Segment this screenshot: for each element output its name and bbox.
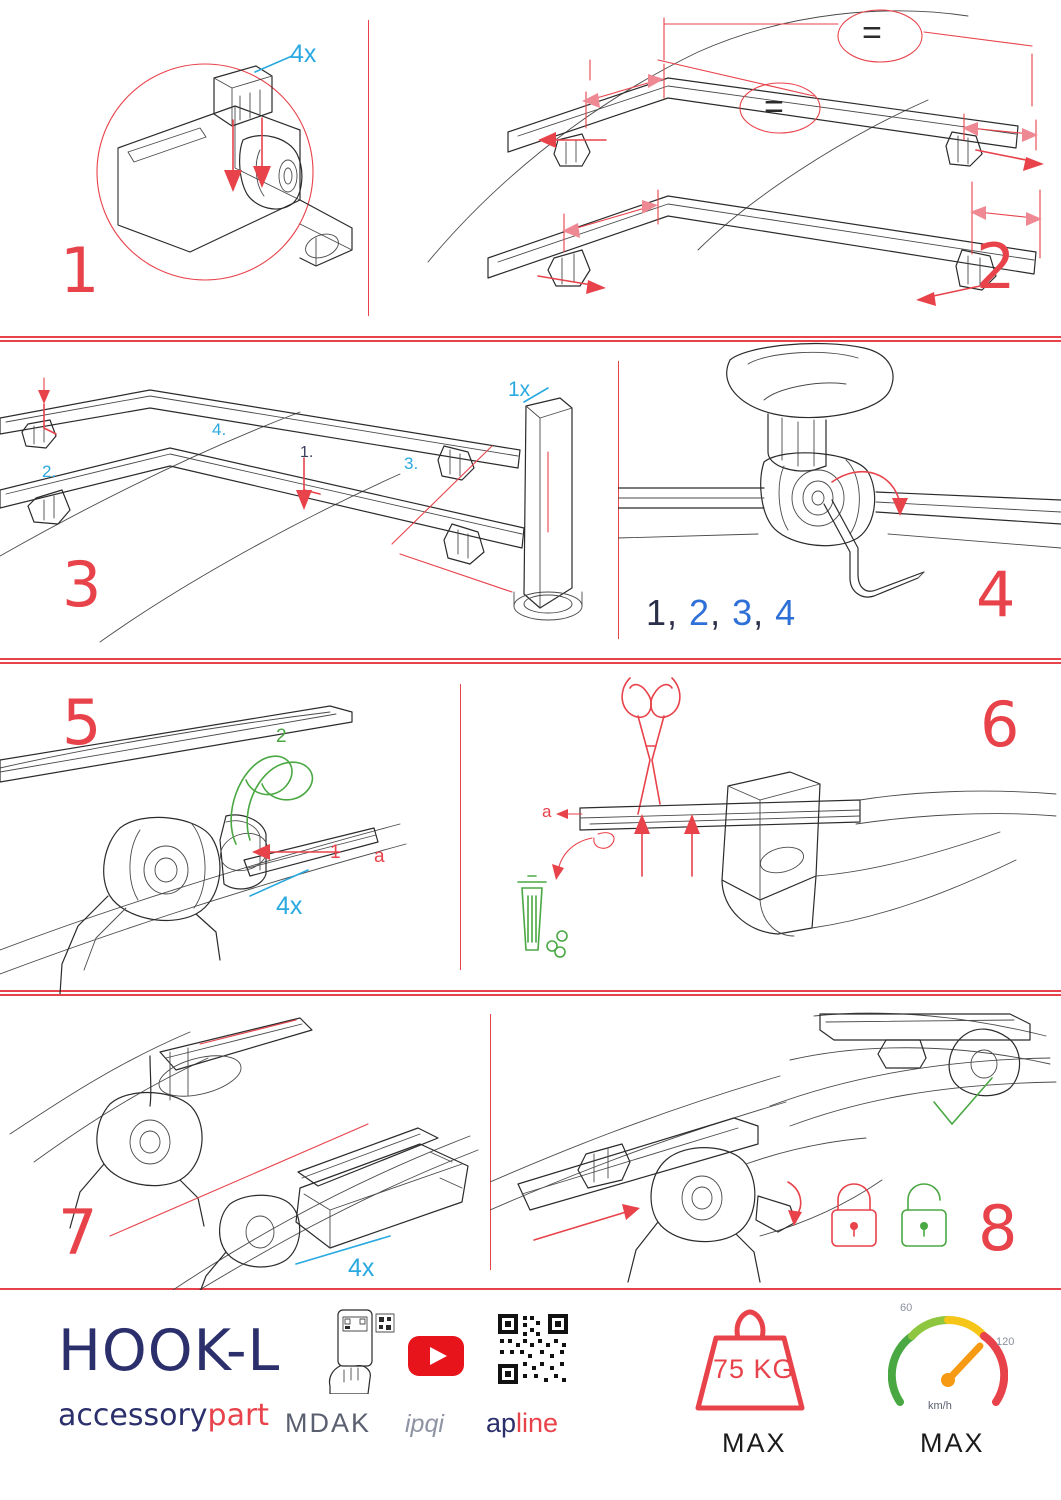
logo-apline	[486, 1408, 558, 1439]
step-4-number: 4	[976, 558, 1017, 631]
step-5-panel	[0, 664, 460, 990]
step-2-equal-sign-top: =	[862, 14, 882, 52]
step-7-panel	[0, 996, 490, 1288]
step-8-panel	[490, 996, 1061, 1288]
phone-qr-scan-icon	[324, 1308, 396, 1394]
brand-suffix: part	[207, 1398, 270, 1433]
step-1-quantity-label: 4x	[290, 40, 317, 68]
step-2-number: 2	[976, 230, 1017, 303]
step-2-equal-sign-bottom: =	[764, 88, 784, 126]
speedometer-unit: km/h	[928, 1400, 952, 1412]
product-title: HOOK-L	[58, 1318, 281, 1384]
step-5-quantity-label: 4x	[276, 892, 303, 920]
seq-3: 3	[732, 592, 754, 633]
step-3-order-label-4: 4.	[212, 420, 227, 439]
brand-prefix: accessory	[58, 1398, 208, 1433]
step-7-number: 7	[58, 1196, 99, 1269]
step-3-order-label-1: 1.	[300, 444, 314, 461]
step-4-panel	[618, 342, 1061, 658]
step-3-order-label-2: 2.	[42, 462, 57, 481]
step-6-part-marker-a: a	[542, 802, 552, 821]
step-5-number: 5	[62, 686, 103, 759]
youtube-icon[interactable]	[408, 1336, 464, 1376]
logo-mdak-text: MDAK	[285, 1408, 372, 1438]
speedometer-tick-60: 60	[900, 1302, 913, 1314]
logo-apline-line: line	[516, 1408, 559, 1438]
step-8-number: 8	[978, 1192, 1019, 1265]
step-row-1	[0, 0, 1061, 338]
weight-limit-value: 75 KG	[713, 1354, 795, 1384]
weight-limit-caption: MAX	[722, 1428, 787, 1458]
step-5-part-marker-a: a	[374, 846, 385, 867]
logo-mdak	[285, 1408, 371, 1439]
logo-apline-ap: ap	[486, 1408, 517, 1438]
step-4-tighten-sequence: 1, 2, 3, 4	[646, 592, 797, 633]
seq-4: 4	[775, 592, 797, 633]
brand-logo	[58, 1398, 269, 1433]
seq-2: 2	[689, 592, 711, 633]
step-3-order-label-1x: 1x	[508, 378, 531, 401]
footer	[0, 1290, 1061, 1500]
speedometer-tick-120: 120	[996, 1336, 1015, 1348]
step-row-3	[0, 662, 1061, 992]
logo-ipqi: ipqi	[405, 1410, 444, 1438]
step-5-order-label-1: 1	[330, 842, 341, 863]
step-3-number: 3	[62, 548, 103, 621]
speed-limit-caption: MAX	[920, 1428, 985, 1458]
step-row-2	[0, 340, 1061, 660]
step-row-4	[0, 994, 1061, 1290]
step-6-number: 6	[980, 688, 1021, 761]
seq-1: 1	[646, 592, 668, 633]
step-6-panel	[460, 664, 1061, 990]
step-1-number: 1	[60, 234, 101, 307]
step-3-order-label-3: 3.	[404, 454, 419, 473]
step-1-panel	[0, 0, 368, 336]
step-7-quantity-label: 4x	[348, 1254, 375, 1282]
qr-code-icon	[496, 1312, 570, 1386]
step-3-panel	[0, 342, 618, 658]
step-2-panel	[368, 0, 1061, 336]
step-5-order-label-2: 2	[276, 726, 287, 747]
